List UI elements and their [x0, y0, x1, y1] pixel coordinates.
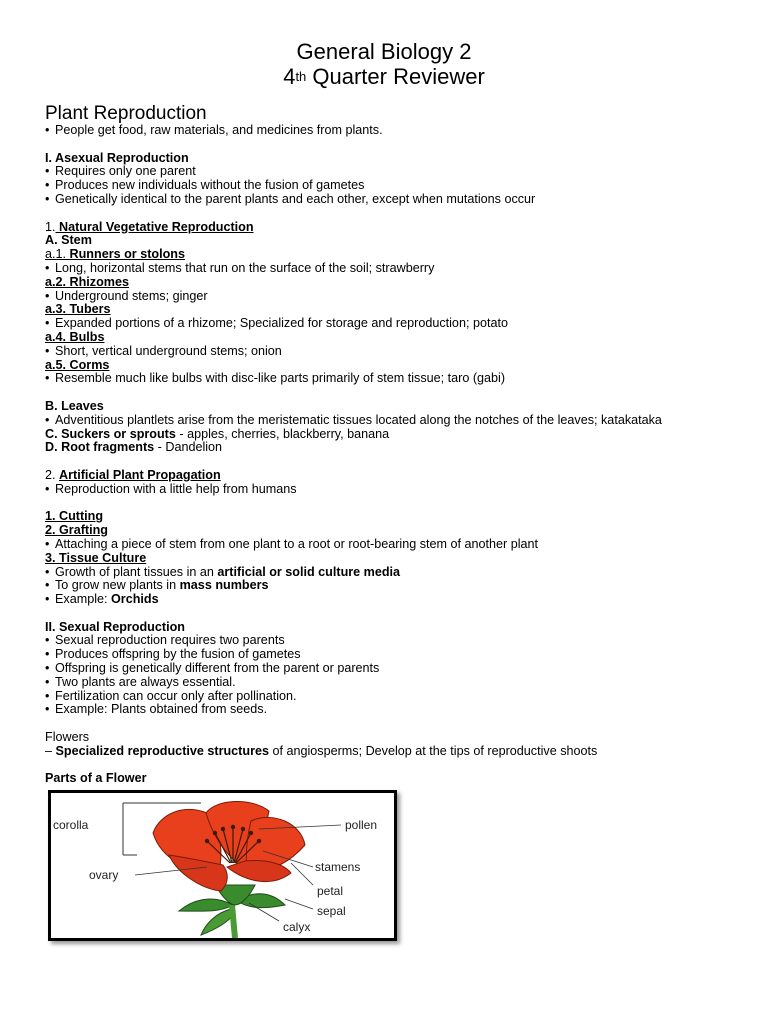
bullet-icon: •	[45, 412, 50, 427]
label-petal: petal	[317, 884, 344, 898]
leaves-heading: B. Leaves	[45, 398, 104, 413]
tissue-desc-text: Growth of plant tissues in an	[55, 564, 218, 579]
asexual-point-text: Produces new individuals without the fusion of gametes	[55, 178, 365, 193]
flower-illustration	[51, 793, 394, 938]
sexual-point-text: Sexual reproduction requires two parents	[55, 633, 285, 648]
tubers-desc-text: Expanded portions of a rhizome; Specialized for storage and reproduction; potato	[55, 316, 508, 331]
flowers-desc-rest: of angiosperms; Develop at the tips of reproductive shoots	[268, 743, 598, 758]
leaves-desc-text: Adventitious plantlets arise from the meristematic tissues located along the notches of the leaves; katakataka	[55, 412, 662, 427]
tissue-heading: 3. Tissue Culture	[45, 550, 147, 565]
flowers-desc	[45, 745, 745, 759]
bullet-icon: •	[45, 564, 50, 579]
intro-text: People get food, raw materials, and medicines from plants.	[55, 123, 383, 137]
artificial-heading	[45, 469, 745, 483]
sexual-point	[45, 703, 745, 717]
natural-heading-text: Natural Vegetative Reproduction	[55, 219, 254, 234]
bulbs-heading: a.4. Bulbs	[45, 329, 105, 344]
tissue-desc	[45, 566, 745, 580]
flower-diagram	[48, 790, 397, 941]
runners-heading	[45, 248, 745, 262]
artificial-heading-text: Artificial Plant Propagation	[59, 467, 221, 482]
quarter-ordinal: th	[295, 69, 307, 84]
bullet-icon: •	[45, 164, 50, 179]
bulbs-desc-text: Short, vertical underground stems; onion	[55, 343, 282, 358]
bullet-icon: •	[45, 647, 50, 662]
natural-num: 1.	[45, 219, 56, 234]
runners-num: a.1.	[45, 247, 67, 262]
natural-heading	[45, 221, 745, 235]
sexual-point-text: Produces offspring by the fusion of gametes	[55, 647, 301, 662]
bulbs-desc	[45, 345, 745, 359]
tissue-desc-text: To grow new plants in	[55, 578, 180, 593]
bullet-icon: •	[45, 481, 50, 496]
runners-desc	[45, 262, 745, 276]
bullet-icon: •	[45, 633, 50, 648]
tissue-desc-text: Example:	[55, 592, 111, 607]
sexual-point-text: Fertilization can occur only after pollination.	[55, 688, 297, 703]
label-corolla: corolla	[53, 818, 89, 832]
document-title: General Biology 2	[296, 39, 472, 64]
subtitle-rest: Quarter Reviewer	[306, 64, 485, 89]
asexual-point	[45, 193, 745, 207]
document-subtitle	[0, 64, 768, 92]
bullet-icon: •	[45, 316, 50, 331]
sexual-point	[45, 676, 745, 690]
sexual-point-text: Two plants are always essential.	[55, 674, 236, 689]
bullet-icon: •	[45, 191, 50, 206]
grafting-desc	[45, 538, 745, 552]
asexual-point	[45, 165, 745, 179]
grafting-desc-text: Attaching a piece of stem from one plant to a root or root-bearing stem of another plant	[55, 536, 539, 551]
sexual-point	[45, 662, 745, 676]
bullet-icon: •	[45, 343, 50, 358]
asexual-point-text: Genetically identical to the parent plants and each other, except when mutations occur	[55, 191, 536, 206]
bullet-icon: •	[45, 578, 50, 593]
rhizomes-desc	[45, 290, 745, 304]
runners-desc-text: Long, horizontal stems that run on the surface of the soil; strawberry	[55, 260, 435, 275]
corms-heading: a.5. Corms	[45, 357, 110, 372]
section-title: Plant Reproduction	[45, 103, 207, 124]
artificial-num: 2.	[45, 467, 60, 482]
rhizomes-heading: a.2. Rhizomes	[45, 274, 129, 289]
cutting-heading: 1. Cutting	[45, 509, 104, 524]
bullet-icon: •	[45, 288, 50, 303]
tissue-desc-bold: mass numbers	[179, 578, 269, 593]
leaves-desc	[45, 414, 745, 428]
bullet-icon: •	[45, 371, 50, 386]
artificial-desc	[45, 483, 745, 497]
asexual-point-text: Requires only one parent	[55, 164, 196, 179]
roots-label: D. Root fragments	[45, 440, 155, 455]
tubers-heading: a.3. Tubers	[45, 302, 111, 317]
bullet-icon: •	[45, 536, 50, 551]
asexual-heading: I. Asexual Reproduction	[45, 150, 189, 165]
label-stamens: stamens	[315, 860, 361, 874]
label-calyx: calyx	[283, 920, 311, 934]
asexual-point	[45, 179, 745, 193]
tissue-desc-bold: artificial or solid culture media	[217, 564, 401, 579]
quarter-number: 4	[283, 64, 296, 89]
roots-line	[45, 441, 745, 455]
bullet-icon: •	[45, 674, 50, 689]
flowers-dash: –	[45, 743, 56, 758]
tissue-desc	[45, 593, 745, 607]
bullet-icon: •	[45, 592, 50, 607]
sexual-point-text: Offspring is genetically different from the parent or parents	[55, 661, 380, 676]
label-ovary: ovary	[89, 868, 119, 882]
corms-desc-text: Resemble much like bulbs with disc-like parts primarily of stem tissue; taro (gabi)	[55, 371, 506, 386]
bullet-icon: •	[45, 702, 50, 717]
bullet-icon: •	[45, 123, 50, 137]
bullet-icon: •	[45, 688, 50, 703]
sexual-point	[45, 634, 745, 648]
suckers-label: C. Suckers or sprouts	[45, 426, 176, 441]
grafting-heading: 2. Grafting	[45, 523, 108, 538]
suckers-line	[45, 428, 745, 442]
label-pollen: pollen	[345, 818, 378, 832]
sexual-point	[45, 690, 745, 704]
bullet-icon: •	[45, 178, 50, 193]
tubers-desc	[45, 317, 745, 331]
bullet-icon: •	[45, 260, 50, 275]
leaf-shape	[179, 899, 233, 911]
rhizomes-desc-text: Underground stems; ginger	[55, 288, 208, 303]
bullet-icon: •	[45, 661, 50, 676]
roots-desc: - Dandelion	[154, 440, 223, 455]
sexual-heading: II. Sexual Reproduction	[45, 619, 185, 634]
parts-heading: Parts of a Flower	[45, 771, 147, 786]
document-body	[45, 124, 745, 786]
flowers-desc-bold: Specialized reproductive structures	[55, 743, 269, 758]
stem-shape	[232, 905, 235, 938]
sexual-point	[45, 648, 745, 662]
tissue-desc	[45, 579, 745, 593]
artificial-desc-text: Reproduction with a little help from humans	[55, 481, 297, 496]
sexual-point-text: Example: Plants obtained from seeds.	[55, 702, 268, 717]
tissue-desc-bold: Orchids	[111, 592, 159, 607]
corms-desc	[45, 372, 745, 386]
runners-label: Runners or stolons	[66, 247, 185, 262]
label-sepal: sepal	[317, 904, 346, 918]
stem-heading: A. Stem	[45, 233, 92, 248]
suckers-desc: - apples, cherries, blackberry, banana	[175, 426, 390, 441]
flowers-heading: Flowers	[45, 730, 90, 745]
intro-line	[45, 124, 745, 138]
